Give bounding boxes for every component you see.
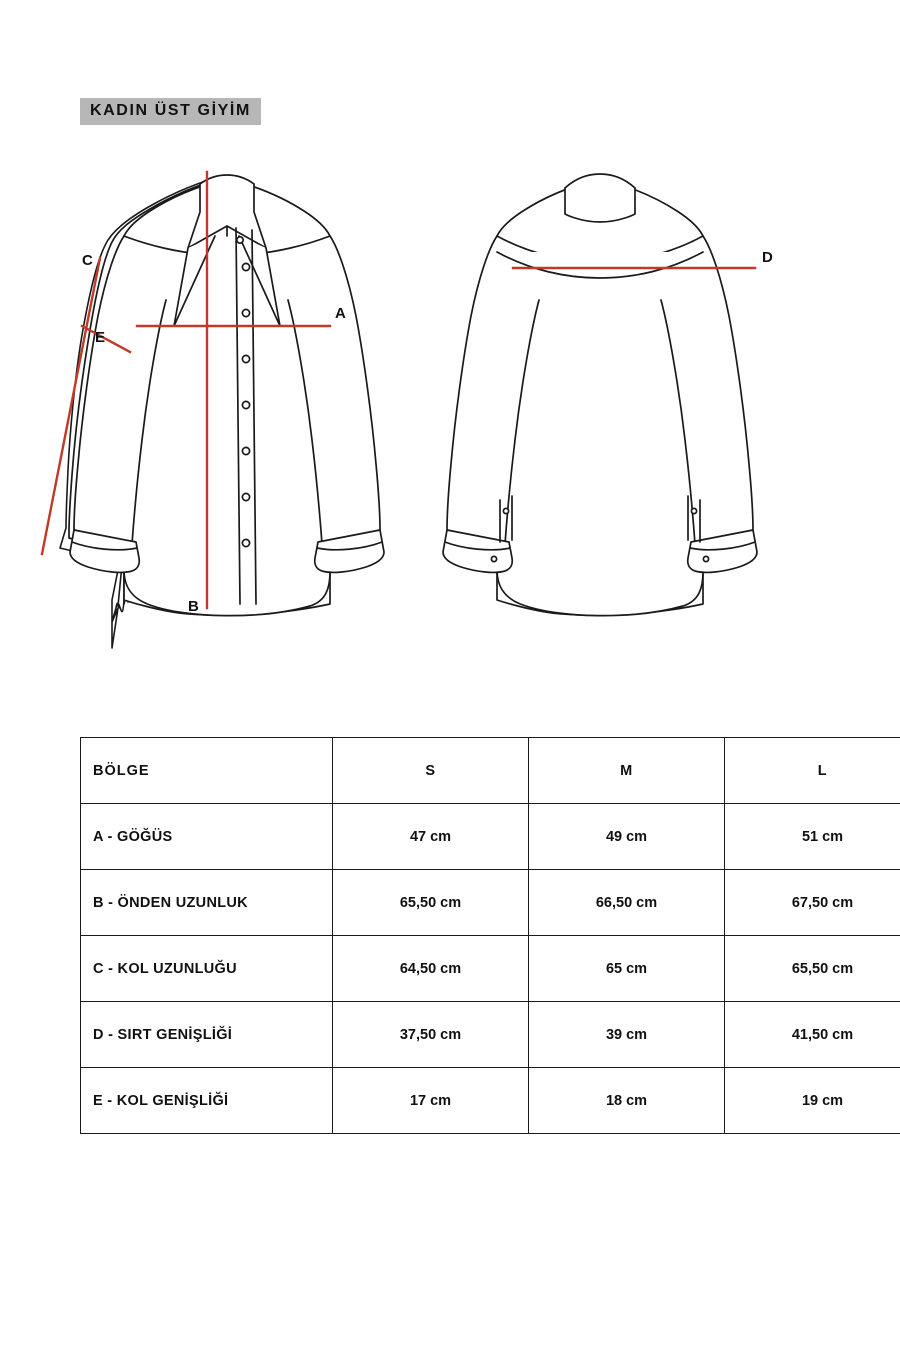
- label-a: A: [335, 305, 346, 322]
- row-value-s: 65,50 cm: [333, 870, 529, 936]
- page-title: KADIN ÜST GİYİM: [80, 98, 261, 125]
- row-value-m: 65 cm: [529, 936, 725, 1002]
- row-region: A - GÖĞÜS: [81, 804, 333, 870]
- header-size-l: L: [725, 738, 900, 804]
- row-value-m: 66,50 cm: [529, 870, 725, 936]
- row-region: D - SIRT GENİŞLİĞİ: [81, 1002, 333, 1068]
- size-table: [80, 737, 900, 1134]
- row-value-m: 39 cm: [529, 1002, 725, 1068]
- header-size-s: S: [333, 738, 529, 804]
- row-value-l: 51 cm: [725, 804, 900, 870]
- size-guide-illustration: [0, 130, 900, 690]
- label-e: E: [95, 329, 106, 346]
- row-value-l: 65,50 cm: [725, 936, 900, 1002]
- table-row: [81, 936, 900, 1002]
- row-value-m: 18 cm: [529, 1068, 725, 1134]
- row-value-l: 41,50 cm: [725, 1002, 900, 1068]
- row-region: B - ÖNDEN UZUNLUK: [81, 870, 333, 936]
- table-row: [81, 1002, 900, 1068]
- header-region: BÖLGE: [81, 738, 333, 804]
- row-value-s: 64,50 cm: [333, 936, 529, 1002]
- row-region: C - KOL UZUNLUĞU: [81, 936, 333, 1002]
- table-row: [81, 870, 900, 936]
- row-value-s: 37,50 cm: [333, 1002, 529, 1068]
- row-value-l: 19 cm: [725, 1068, 900, 1134]
- back-shirt: [443, 174, 757, 616]
- table-row: [81, 1068, 900, 1134]
- row-value-s: 17 cm: [333, 1068, 529, 1134]
- table-header-row: [81, 738, 900, 804]
- label-c: C: [82, 252, 93, 269]
- header-size-m: M: [529, 738, 725, 804]
- row-value-m: 49 cm: [529, 804, 725, 870]
- row-value-l: 67,50 cm: [725, 870, 900, 936]
- table-row: [81, 804, 900, 870]
- row-region: E - KOL GENİŞLİĞİ: [81, 1068, 333, 1134]
- label-d: D: [762, 249, 773, 266]
- row-value-s: 47 cm: [333, 804, 529, 870]
- label-b: B: [188, 598, 199, 615]
